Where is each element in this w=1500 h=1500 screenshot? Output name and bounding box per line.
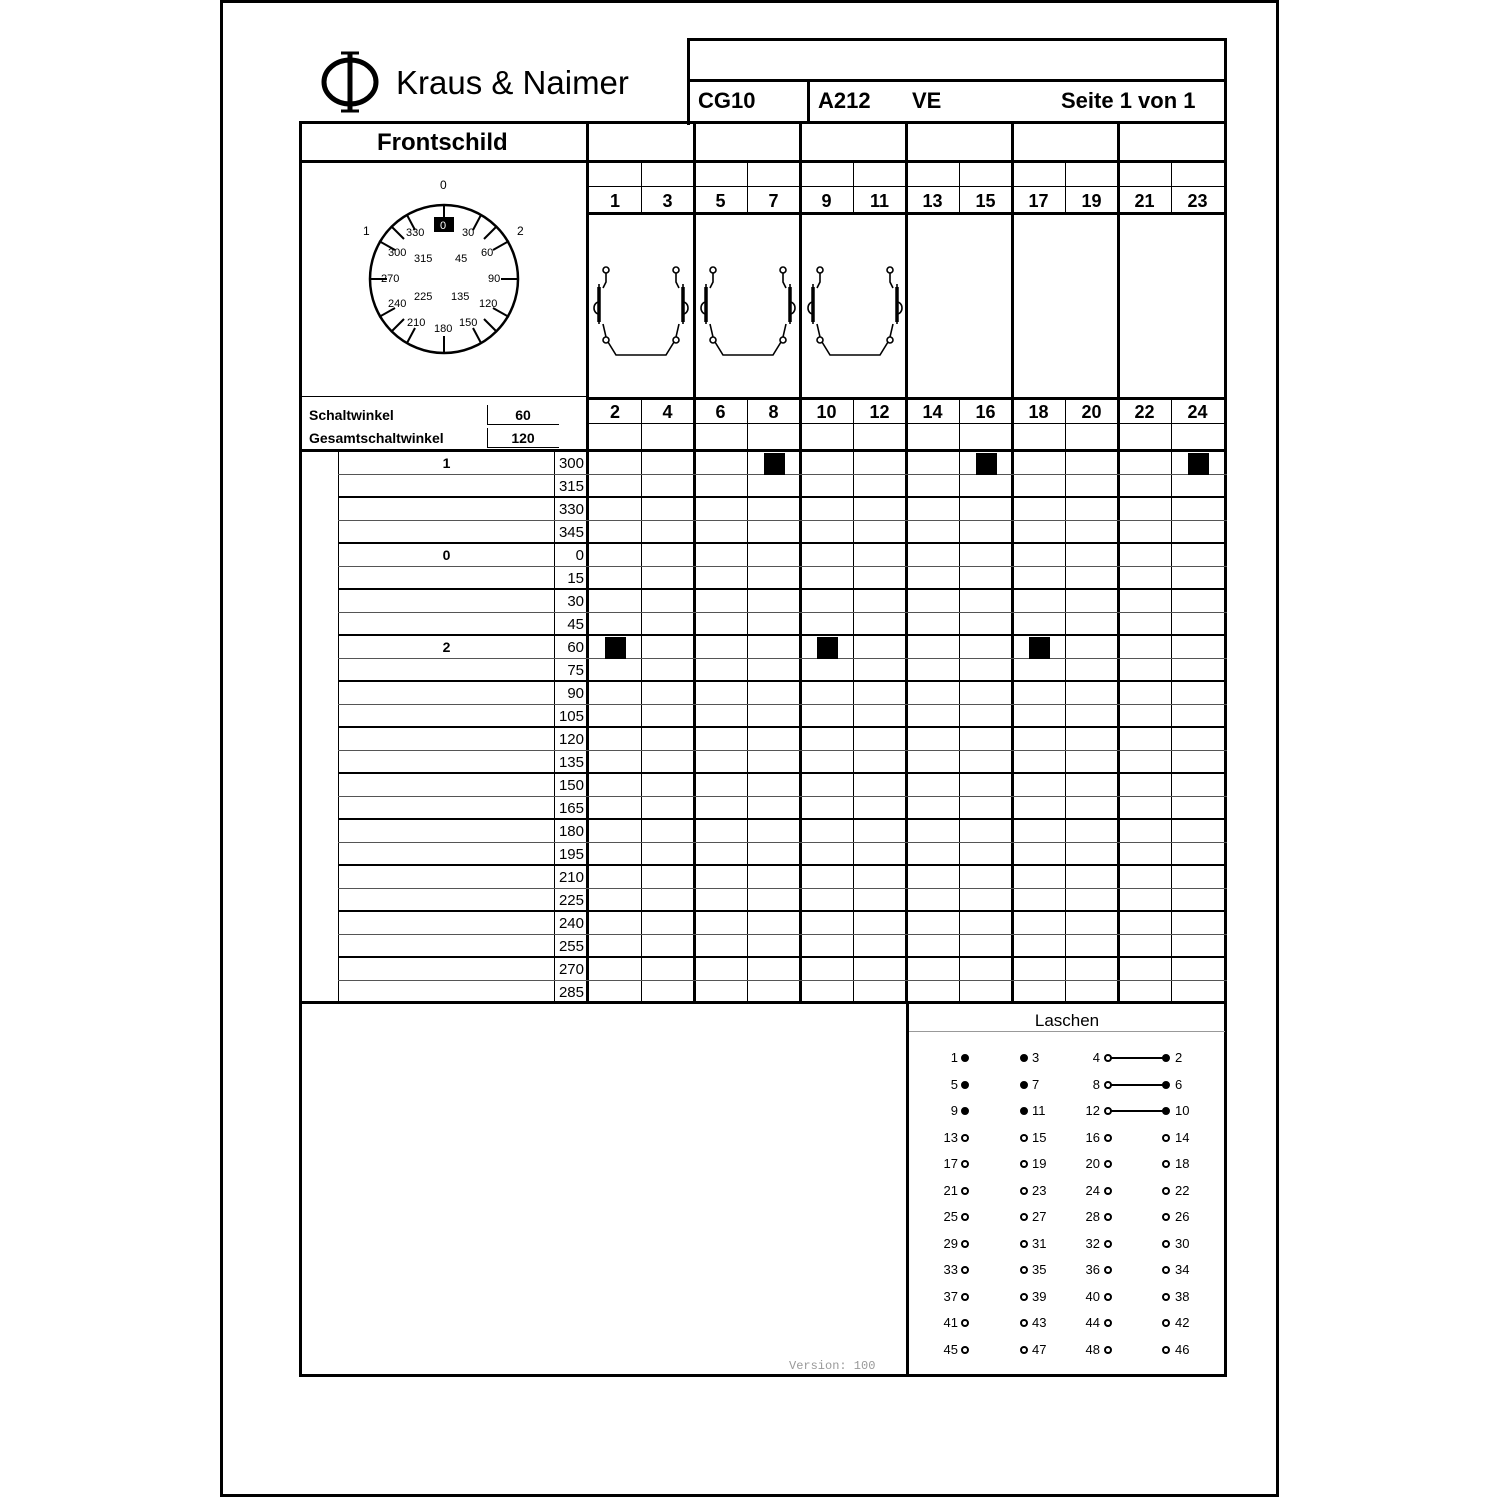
terminal-bottom: 14	[922, 402, 943, 422]
terminal-dot-icon	[1162, 1054, 1170, 1062]
article-code: A212	[818, 88, 871, 113]
laschen-num: 2	[1175, 1050, 1183, 1065]
laschen-num: 40	[1085, 1288, 1100, 1304]
terminal-dot-icon	[1020, 1293, 1028, 1301]
brand-name: Kraus & Naimer	[396, 64, 629, 101]
terminal-bottom: 18	[1028, 402, 1049, 422]
laschen-num: 42	[1175, 1315, 1190, 1330]
terminal-bottom: 20	[1081, 402, 1102, 422]
terminal-dot-icon	[1104, 1054, 1112, 1062]
terminal-top: 23	[1187, 191, 1208, 211]
setting-value: 60	[515, 407, 531, 423]
dial-angle: 315	[414, 253, 433, 265]
angle-label: 285	[558, 984, 584, 1001]
terminal-dot-icon	[1162, 1319, 1170, 1327]
terminal-bottom: 24	[1187, 402, 1208, 422]
terminal-dot-icon	[1020, 1213, 1028, 1221]
terminal-bottom: 2	[609, 402, 620, 422]
angle-label: 210	[558, 869, 584, 886]
laschen-num: 34	[1175, 1262, 1190, 1277]
dial-angle: 210	[407, 317, 426, 329]
laschen-num: 21	[943, 1182, 958, 1198]
dial-angle: 45	[455, 253, 468, 265]
angle-label: 315	[558, 478, 584, 495]
angle-label: 345	[558, 524, 584, 541]
terminal-dot-icon	[1162, 1240, 1170, 1248]
version-label: Version: 100	[789, 1359, 876, 1373]
laschen-num: 45	[943, 1341, 958, 1357]
terminal-dot-icon	[961, 1160, 969, 1168]
angle-label: 195	[558, 846, 584, 863]
dial-angle: 300	[388, 247, 407, 259]
terminal-bottom: 8	[768, 402, 779, 422]
terminal-dot-icon	[1020, 1107, 1028, 1115]
setting-label: Gesamtschaltwinkel	[309, 430, 444, 446]
terminal-dot-icon	[961, 1134, 969, 1142]
terminal-dot-icon	[1020, 1187, 1028, 1195]
terminal-bottom: 12	[869, 402, 890, 422]
laschen-num: 36	[1085, 1262, 1100, 1277]
terminal-dot-icon	[1104, 1266, 1112, 1274]
laschen-num: 46	[1175, 1341, 1190, 1357]
terminal-dot-icon	[1162, 1107, 1170, 1115]
terminal-dot-icon	[1104, 1293, 1112, 1301]
laschen-num: 33	[943, 1262, 958, 1277]
angle-label: 225	[558, 892, 584, 909]
dial-angle: 225	[414, 291, 433, 303]
dial-right-label: 2	[517, 224, 524, 238]
terminal-dot-icon	[1162, 1134, 1170, 1142]
laschen-num: 3	[1032, 1050, 1040, 1065]
position-label: 1	[442, 455, 451, 471]
angle-label: 150	[558, 777, 584, 794]
angle-label: 240	[558, 915, 584, 932]
terminal-dot-icon	[961, 1107, 969, 1115]
terminal-dot-icon	[1162, 1187, 1170, 1195]
bridge-link	[1108, 1057, 1167, 1059]
angle-label: 30	[567, 593, 584, 610]
laschen-num: 32	[1085, 1235, 1100, 1251]
dial-angle: 180	[434, 323, 453, 335]
terminal-dot-icon	[1104, 1346, 1112, 1354]
variant-code: VE	[912, 88, 942, 113]
terminal-dot-icon	[1020, 1240, 1028, 1248]
front-dial	[355, 170, 535, 370]
contact-closed-marker	[1029, 637, 1050, 659]
laschen-num: 19	[1032, 1156, 1047, 1171]
bridge-link	[1108, 1084, 1167, 1086]
dial-angle: 240	[388, 298, 407, 310]
terminal-dot-icon	[1162, 1081, 1170, 1089]
laschen-num: 15	[1032, 1129, 1047, 1145]
setting-value: 120	[511, 430, 535, 446]
angle-label: 300	[558, 455, 584, 472]
front-label: Frontschild	[377, 129, 508, 156]
laschen-num: 17	[943, 1156, 958, 1171]
terminal-dot-icon	[1104, 1240, 1112, 1248]
laschen-num: 10	[1175, 1103, 1190, 1118]
contact-closed-marker	[976, 453, 997, 475]
model-code: CG10	[698, 88, 756, 113]
terminal-dot-icon	[1162, 1213, 1170, 1221]
terminal-top: 7	[768, 191, 779, 211]
angle-label: 75	[567, 662, 584, 679]
laschen-num: 23	[1032, 1182, 1047, 1198]
laschen-num: 37	[943, 1288, 958, 1304]
laschen-title: Laschen	[1034, 1011, 1100, 1030]
terminal-dot-icon	[961, 1054, 969, 1062]
laschen-num: 6	[1175, 1076, 1183, 1092]
dial-left-label: 1	[363, 224, 370, 238]
terminal-top: 1	[609, 191, 620, 211]
terminal-bottom: 16	[975, 402, 996, 422]
angle-label: 0	[575, 547, 584, 564]
laschen-num: 25	[943, 1209, 958, 1224]
laschen-num: 9	[950, 1103, 958, 1118]
dial-angle: 330	[406, 227, 425, 239]
terminal-dot-icon	[1162, 1293, 1170, 1301]
contact-closed-marker	[817, 637, 838, 659]
laschen-num: 35	[1032, 1262, 1047, 1277]
terminal-dot-icon	[1104, 1160, 1112, 1168]
terminal-dot-icon	[961, 1319, 969, 1327]
terminal-dot-icon	[1104, 1187, 1112, 1195]
laschen-num: 4	[1092, 1050, 1100, 1065]
laschen-num: 41	[943, 1315, 958, 1330]
terminal-top: 9	[821, 191, 832, 211]
dial-angle: 120	[479, 298, 498, 310]
laschen-num: 29	[943, 1235, 958, 1251]
terminal-dot-icon	[961, 1346, 969, 1354]
bridge-link	[1108, 1110, 1167, 1112]
terminal-dot-icon	[1104, 1134, 1112, 1142]
terminal-dot-icon	[961, 1081, 969, 1089]
page-indicator: Seite 1 von 1	[1061, 88, 1196, 113]
dial-top-label: 0	[440, 178, 447, 192]
position-label: 2	[442, 639, 451, 655]
terminal-dot-icon	[961, 1213, 969, 1221]
angle-label: 330	[558, 501, 584, 518]
laschen-num: 11	[1032, 1103, 1046, 1118]
laschen-num: 5	[950, 1076, 958, 1092]
setting-label: Schaltwinkel	[309, 407, 394, 423]
terminal-top: 15	[975, 191, 996, 211]
angle-label: 120	[558, 731, 584, 748]
contact-closed-marker	[605, 637, 626, 659]
laschen-num: 16	[1085, 1129, 1100, 1145]
terminal-top: 11	[869, 191, 890, 211]
dial-angle: 150	[459, 317, 478, 329]
terminal-top: 19	[1081, 191, 1102, 211]
angle-label: 255	[558, 938, 584, 955]
dial-angle: 30	[462, 227, 475, 239]
terminal-dot-icon	[961, 1187, 969, 1195]
laschen-num: 8	[1092, 1076, 1100, 1092]
terminal-dot-icon	[1104, 1319, 1112, 1327]
laschen-num: 44	[1085, 1315, 1100, 1330]
dial-angle: 135	[451, 291, 470, 303]
angle-label: 165	[558, 800, 584, 817]
terminal-dot-icon	[1162, 1266, 1170, 1274]
terminal-bottom: 10	[816, 402, 837, 422]
terminal-dot-icon	[961, 1293, 969, 1301]
terminal-dot-icon	[1104, 1107, 1112, 1115]
laschen-num: 43	[1032, 1315, 1047, 1330]
terminal-top: 13	[922, 191, 943, 211]
angle-label: 90	[567, 685, 584, 702]
angle-label: 180	[558, 823, 584, 840]
dial-angle: 60	[481, 247, 494, 259]
laschen-num: 20	[1085, 1156, 1100, 1171]
contact-closed-marker	[764, 453, 785, 475]
laschen-num: 39	[1032, 1288, 1047, 1304]
angle-label: 45	[567, 616, 584, 633]
laschen-num: 18	[1175, 1156, 1190, 1171]
laschen-num: 1	[950, 1050, 958, 1065]
angle-label: 15	[567, 570, 584, 587]
laschen-num: 12	[1085, 1103, 1100, 1118]
laschen-num: 22	[1175, 1182, 1190, 1198]
terminal-dot-icon	[1020, 1319, 1028, 1327]
terminal-bottom: 6	[715, 402, 726, 422]
terminal-top: 17	[1028, 191, 1049, 211]
terminal-bottom: 22	[1134, 402, 1155, 422]
laschen-num: 27	[1032, 1209, 1047, 1224]
terminal-dot-icon	[1162, 1346, 1170, 1354]
terminal-dot-icon	[1104, 1081, 1112, 1089]
dial-angle: 270	[381, 273, 400, 285]
terminal-top: 21	[1134, 191, 1155, 211]
laschen-num: 24	[1085, 1182, 1100, 1198]
angle-label: 135	[558, 754, 584, 771]
laschen-num: 48	[1085, 1341, 1100, 1357]
terminal-dot-icon	[1020, 1160, 1028, 1168]
terminal-dot-icon	[1020, 1054, 1028, 1062]
angle-label: 105	[558, 708, 584, 725]
angle-label: 270	[558, 961, 584, 978]
laschen-num: 38	[1175, 1288, 1190, 1304]
laschen-num: 31	[1032, 1235, 1047, 1251]
laschen-num: 28	[1085, 1209, 1100, 1224]
terminal-dot-icon	[961, 1266, 969, 1274]
terminal-dot-icon	[1020, 1346, 1028, 1354]
laschen-num: 26	[1175, 1209, 1190, 1224]
terminal-dot-icon	[961, 1240, 969, 1248]
contact-schematic	[590, 262, 910, 362]
laschen-num: 13	[943, 1129, 958, 1145]
terminal-bottom: 4	[662, 402, 673, 422]
phi-logo-icon	[318, 50, 382, 114]
terminal-dot-icon	[1020, 1134, 1028, 1142]
dial-angle: 90	[488, 273, 501, 285]
laschen-num: 30	[1175, 1235, 1190, 1251]
terminal-dot-icon	[1020, 1081, 1028, 1089]
angle-label: 60	[567, 639, 584, 656]
laschen-num: 7	[1032, 1076, 1040, 1092]
contact-closed-marker	[1188, 453, 1209, 475]
terminal-top: 3	[662, 191, 673, 211]
laschen-num: 47	[1032, 1341, 1047, 1357]
laschen-num: 14	[1175, 1129, 1190, 1145]
terminal-dot-icon	[1104, 1213, 1112, 1221]
dial-pointer: 0	[440, 220, 447, 232]
terminal-dot-icon	[1020, 1266, 1028, 1274]
terminal-top: 5	[715, 191, 726, 211]
position-label: 0	[442, 547, 451, 563]
terminal-dot-icon	[1162, 1160, 1170, 1168]
